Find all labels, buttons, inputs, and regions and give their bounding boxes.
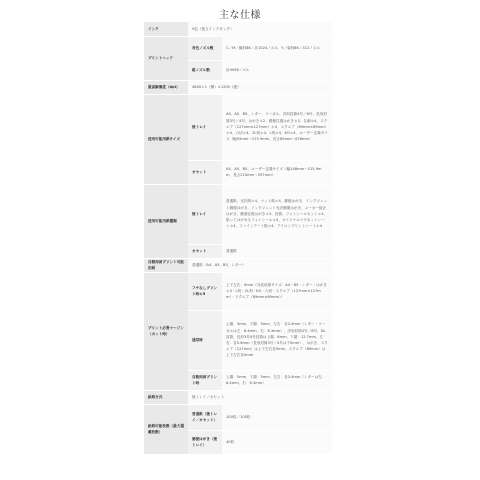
- sub-header: カセット: [188, 160, 222, 184]
- table-row: [144, 272, 332, 310]
- sub-header: 通常時: [188, 310, 222, 370]
- table-row: [144, 80, 332, 94]
- cell-value: 40枚: [222, 430, 332, 454]
- table-row: [144, 22, 332, 36]
- sub-header: 郵便はがき（後トレイ）: [188, 430, 222, 454]
- sub-header: 各色ノズル数: [188, 36, 222, 60]
- cell-value: 普通紙、光沢紙＊4、マット紙＊4、郵便はがき、インクジェット郵便はがき、インクジェット光沢郵便はがき、メーカー純正はがき、郵便往復はがき＊3、封筒、フォトシールセット＊4、貼ってはがせるフォトシール＊4、オリジナルマグネットシート＊4、ファインアート紙＊4、アイロンプリントシート＊4: [222, 184, 332, 244]
- cell-value: 上端：3mm、下端：5mm、左右：各3.4mm（レター・リーガルは左：6.4mm、右：6.3mm）、洋形封筒4号／6号、DL封筒、長形3号4号封筒は上端：8mm、下端：12.7mm、左右：各5.6mm（長形封筒3号／4号は下5mm）、はがき、スクエア（127mm）は上下左右各5mm、スクエア（89mm）は上下左右各5mm: [222, 310, 332, 370]
- sub-header: フチなしプリント時＊5: [188, 272, 222, 310]
- sub-header: 普通紙（後トレイ／カセット）: [188, 404, 222, 430]
- cell-value: A4、A5、B5、ユーザー定義サイズ（幅148mm〜215.9mm、長さ210mm〜297mm）: [222, 160, 332, 184]
- row-header-resolution: 最高解像度（dpi）: [144, 80, 188, 94]
- row-header-kind: 使用可能用紙種類: [144, 184, 188, 258]
- cell-value: 普通紙（A4、A5、B5、レター）: [188, 258, 332, 272]
- cell-value: 普通紙: [222, 244, 332, 258]
- row-header-duplex-paper: 自動両面プリント可能用紙: [144, 258, 188, 272]
- row-header-ink: インク: [144, 22, 188, 36]
- row-header-capacity: 給紙可能枚数（最大積載枚数）: [144, 404, 188, 454]
- row-header-head: プリントヘッド: [144, 36, 188, 80]
- table-row: [144, 36, 332, 60]
- table-row: [144, 404, 332, 430]
- table-row: [144, 184, 332, 244]
- sub-header: 後トレイ: [188, 184, 222, 244]
- row-header-size: 使用可能用紙サイズ: [144, 94, 188, 184]
- cell-value: 後トレイ／カセット: [188, 390, 332, 404]
- cell-value: 5色（独立インクタンク）: [188, 22, 332, 36]
- page-title: 主な仕様: [219, 10, 261, 21]
- row-header-feed: 給紙方式: [144, 390, 188, 404]
- sub-header: 後トレイ: [188, 94, 222, 160]
- sub-header: カセット: [188, 244, 222, 258]
- table-row: [144, 390, 332, 404]
- cell-value: 計4096ノズル: [222, 60, 332, 80]
- cell-value: C／M／顔料BK＝各1024ノズル、Y／染料BK＝512ノズル: [222, 36, 332, 60]
- cell-value: 上端：5mm、下端：5mm、左右：各3.4mm（レターは左：6.4mm、右：6.3mm）: [222, 370, 332, 390]
- sub-header: 総ノズル数: [188, 60, 222, 80]
- cell-value: A4、A5、B5、レター、リーガル、洋形封筒4号／6号、長形封筒3号／4号、はがき＊2、郵便往復はがき＊3、名刺＊4、スクエア（127mm×127mm）＊4、スクエア（89mm×89mm）＊4、六切＊4、2L判＊4、L判＊4、KG＊4、ユーザー定義サイズ（幅55mm〜215.9mm、長さ89mm〜676mm）: [222, 94, 332, 160]
- table-row: [144, 94, 332, 160]
- row-header-margin: プリント必要マージン（カット時）: [144, 272, 188, 390]
- sub-header: 自動両面プリント時: [188, 370, 222, 390]
- cell-value: 4800＊1（横）×1200（縦）: [188, 80, 332, 94]
- table-row: [144, 258, 332, 272]
- spec-table: [144, 22, 332, 455]
- cell-value: 100枚／100枚: [222, 404, 332, 430]
- cell-value: 上下左右：0mm（対応用紙サイズ：A4・B5・レター・はがき＊3・L判・2L判・KG・六切・スクエア（127mm×127mm）・スクエア（89mm×89mm））: [222, 272, 332, 310]
